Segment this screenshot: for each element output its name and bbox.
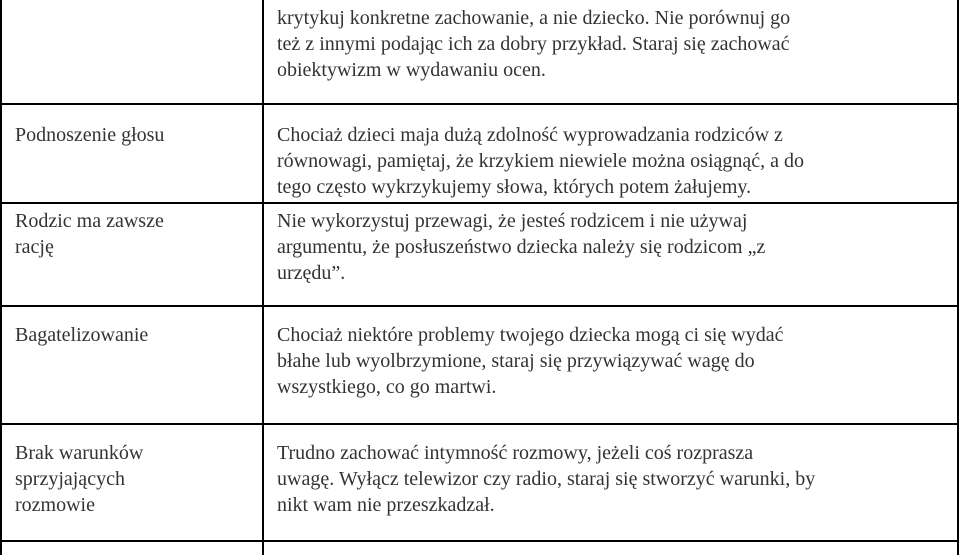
table-left-border (0, 0, 2, 555)
label-line: Rodzic ma zawsze (15, 210, 164, 232)
advice-line: obiektywizm w wydawaniu ocen. (277, 59, 546, 81)
label-line: Brak warunków (15, 442, 144, 464)
row-3-advice (277, 322, 952, 400)
label-line: Bagatelizowanie (15, 324, 149, 346)
row-4-advice (277, 440, 952, 518)
row-divider (0, 423, 959, 425)
advice-line: tego często wykrzykujemy słowa, których potem żałujemy. (277, 176, 752, 198)
advice-line: nikt wam nie przeszkadzał. (277, 494, 495, 516)
label-line: rozmowie (15, 494, 95, 516)
advice-line: Trudno zachować intymność rozmowy, jeżeli coś rozprasza (277, 442, 754, 464)
advice-line: urzędu”. (277, 262, 346, 284)
row-2-label (15, 208, 235, 260)
advice-line: Nie wykorzystuj przewagi, że jesteś rodzicem i nie używaj (277, 210, 748, 232)
row-1-label (15, 122, 235, 148)
column-divider (262, 0, 264, 555)
advice-line: krytykuj konkretne zachowanie, a nie dziecko. Nie porównuj go (277, 7, 791, 29)
row-2-advice (277, 208, 952, 286)
label-line: rację (15, 236, 54, 258)
row-0-advice (277, 5, 952, 83)
row-4-label (15, 440, 235, 518)
row-1-advice (277, 122, 952, 200)
row-divider (0, 202, 959, 204)
advice-line: błahe lub wyolbrzymione, staraj się przywiązywać wagę do (277, 350, 755, 372)
advice-line: Chociaż dzieci maja dużą zdolność wyprowadzania rodziców z (277, 124, 783, 146)
row-divider (0, 103, 959, 105)
label-line: sprzyjających (15, 468, 125, 490)
advice-line: argumentu, że posłuszeństwo dziecka należy się rodzicom „z (277, 236, 766, 258)
advice-line: też z innymi podając ich za dobry przykład. Staraj się zachować (277, 33, 790, 55)
advice-line: wszystkiego, co go martwi. (277, 376, 497, 398)
table-bottom-border (0, 540, 959, 542)
advice-line: Chociaż niektóre problemy twojego dziecka mogą ci się wydać (277, 324, 784, 346)
row-divider (0, 305, 959, 307)
advice-line: uwagę. Wyłącz telewizor czy radio, staraj się stworzyć warunki, by (277, 468, 816, 490)
row-3-label (15, 322, 235, 348)
advice-line: równowagi, pamiętaj, że krzykiem niewiele można osiągnąć, a do (277, 150, 805, 172)
label-line: Podnoszenie głosu (15, 124, 165, 146)
